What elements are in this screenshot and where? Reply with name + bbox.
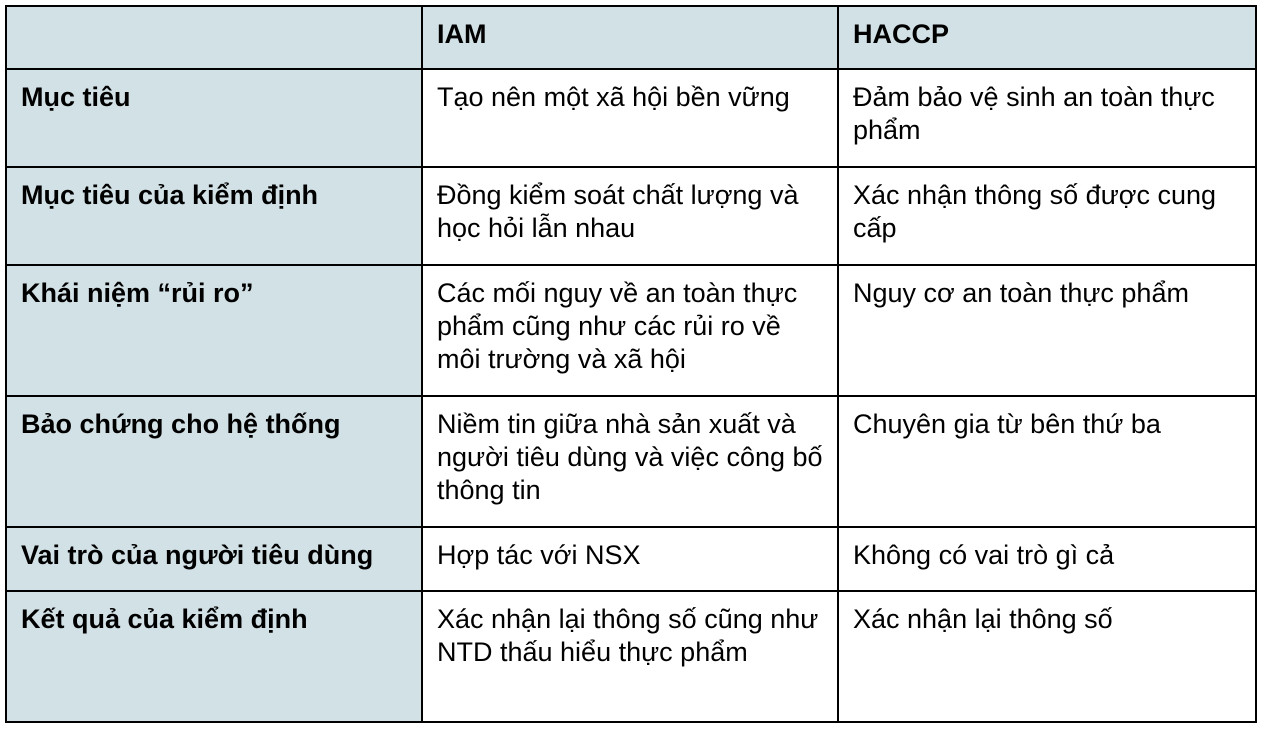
table-row: [6, 527, 1256, 591]
row-label: Vai trò của người tiêu dùng: [6, 527, 422, 591]
table-row: [6, 167, 1256, 265]
header-cell-empty: [6, 6, 422, 69]
comparison-table: [5, 5, 1257, 723]
table-row: [6, 396, 1256, 527]
table-row: [6, 69, 1256, 167]
iam-cell: Các mối nguy về an toàn thực phẩm cũng như các rủi ro về môi trường và xã hội: [422, 265, 838, 396]
table-header-row: [6, 6, 1256, 69]
iam-cell: Xác nhận lại thông số cũng như NTD thấu hiểu thực phẩm: [422, 591, 838, 722]
header-cell-iam: IAM: [422, 6, 838, 69]
table-row: [6, 591, 1256, 722]
haccp-cell: Chuyên gia từ bên thứ ba: [838, 396, 1256, 527]
row-label: Khái niệm “rủi ro”: [6, 265, 422, 396]
row-label: Bảo chứng cho hệ thống: [6, 396, 422, 527]
iam-cell: Niềm tin giữa nhà sản xuất và người tiêu dùng và việc công bố thông tin: [422, 396, 838, 527]
header-cell-haccp: HACCP: [838, 6, 1256, 69]
haccp-cell: Nguy cơ an toàn thực phẩm: [838, 265, 1256, 396]
row-label: Mục tiêu của kiểm định: [6, 167, 422, 265]
iam-cell: Tạo nên một xã hội bền vững: [422, 69, 838, 167]
iam-cell: Hợp tác với NSX: [422, 527, 838, 591]
table-row: [6, 265, 1256, 396]
haccp-cell: Không có vai trò gì cả: [838, 527, 1256, 591]
iam-cell: Đồng kiểm soát chất lượng và học hỏi lẫn nhau: [422, 167, 838, 265]
haccp-cell: Xác nhận thông số được cung cấp: [838, 167, 1256, 265]
haccp-cell: Xác nhận lại thông số: [838, 591, 1256, 722]
row-label: Mục tiêu: [6, 69, 422, 167]
haccp-cell: Đảm bảo vệ sinh an toàn thực phẩm: [838, 69, 1256, 167]
row-label: Kết quả của kiểm định: [6, 591, 422, 722]
